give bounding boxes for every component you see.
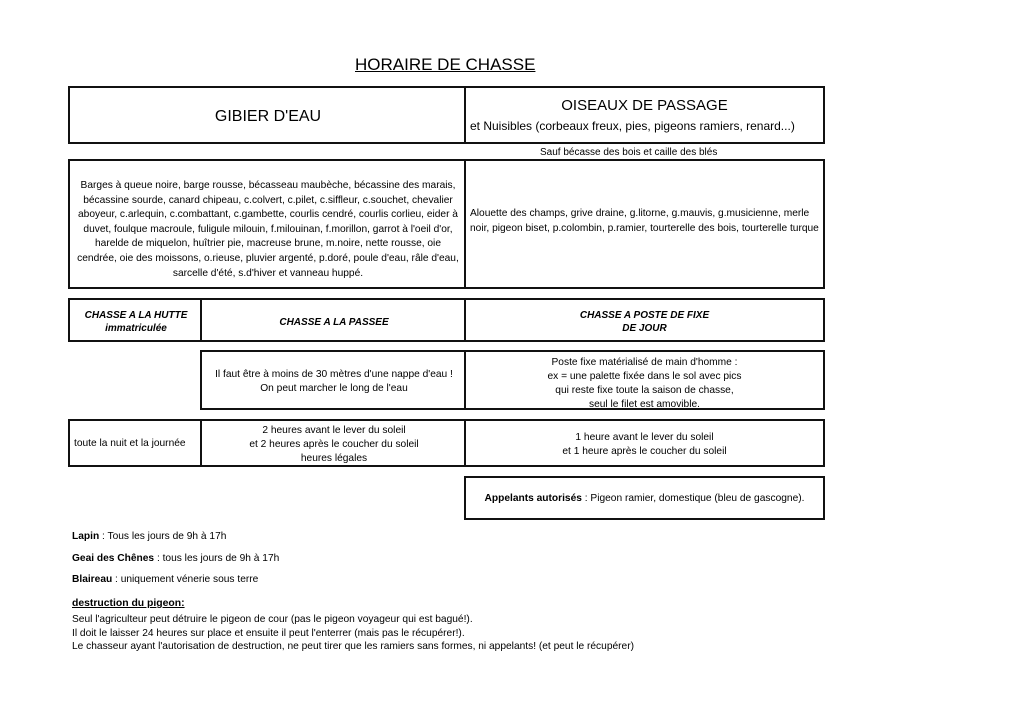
passee-rule-line: Il faut être à moins de 30 mètres d'une nappe d'eau !	[215, 369, 453, 380]
header-passage-birds-title: OISEAUX DE PASSAGE	[561, 97, 728, 114]
poste-hours-cell	[464, 419, 825, 467]
poste-rule-line: seul le filet est amovible.	[589, 399, 700, 410]
poste-hours-line: 1 heure avant le lever du soleil	[575, 432, 714, 443]
method-hutte-header	[68, 298, 202, 342]
passee-hours-line: heures légales	[300, 453, 368, 464]
method-poste-title: CHASSE A POSTE DE FIXE	[579, 310, 710, 321]
hutte-hours-cell	[68, 419, 202, 467]
method-hutte-subtitle: immatriculée	[105, 323, 167, 334]
note-label: Blaireau	[72, 574, 113, 585]
poste-rule-line: qui reste fixe toute la saison de chasse,	[555, 385, 734, 396]
destruction-line: Seul l'agriculteur peut détruire le pigeon de cour (pas le pigeon voyageur qui est bagué!).	[72, 614, 473, 625]
poste-rule-line: ex = une palette fixée dans le sol avec pics	[547, 371, 742, 382]
passee-hours-line: et 2 heures après le coucher du soleil	[249, 439, 419, 450]
header-water-game	[68, 86, 466, 144]
method-hutte-title: CHASSE A LA HUTTE	[84, 310, 188, 321]
note-lapin	[72, 531, 226, 542]
appelants-text: : Pigeon ramier, domestique (bleu de gascogne).	[581, 493, 805, 504]
method-passee-title: CHASSE A LA PASSEE	[279, 317, 389, 328]
water-game-species-cell	[68, 159, 466, 289]
appelants-cell	[464, 476, 825, 520]
water-game-species-text: Barges à queue noire, barge rousse, bécasseau maubèche, bécassine des marais, bécassine sourde, canard chipeau, c.colvert, c.pilet, c.siffleur, c.souchet, chevalier aboyeur, c.arlequin, c.combattant, c.gambette, courlis cendré, courlis corlieu, eider à duvet, foulque macroule, fuligule milouin, f.milouinan, f.morillon, garrot à l'oeil d'or, harelde de miquelon, huîtrier pie, macreuse brune, m.noire, nette rousse, oie cendrée, oie des moissons, o.rieuse, pluvier argenté, p.doré, poule d'eau, râle d'eau, sarcelle d'été, s.d'hiver et vanneau huppé.	[77, 180, 459, 279]
poste-rules-cell	[464, 350, 825, 410]
passage-birds-species-text: Alouette des champs, grive draine, g.litorne, g.mauvis, g.musicienne, merle noir, pigeon biset, p.colombin, p.ramier, tourterelle des bois, tourterelle turque	[470, 208, 819, 234]
passee-hours-line: 2 heures avant le lever du soleil	[262, 425, 406, 436]
note-label: Lapin	[72, 531, 100, 542]
destruction-heading: destruction du pigeon:	[72, 598, 185, 609]
exception-note: Sauf bécasse des bois et caille des blés	[540, 147, 718, 158]
header-water-game-label: GIBIER D'EAU	[214, 108, 322, 125]
method-poste-subtitle: DE JOUR	[622, 323, 667, 334]
page-title: HORAIRE DE CHASSE	[355, 55, 536, 74]
method-passee-header	[200, 298, 466, 342]
note-text: : Tous les jours de 9h à 17h	[99, 531, 227, 542]
appelants-label: Appelants autorisés	[484, 493, 582, 504]
note-blaireau	[72, 574, 258, 585]
poste-rule-line: Poste fixe matérialisé de main d'homme :	[551, 357, 738, 368]
destruction-line: Il doit le laisser 24 heures sur place et ensuite il peut l'enterrer (mais pas le récupérer!).	[72, 628, 465, 639]
note-label: Geai des Chênes	[72, 553, 155, 564]
note-text: : tous les jours de 9h à 17h	[154, 553, 280, 564]
header-passage-birds-subtitle: et Nuisibles (corbeaux freux, pies, pigeons ramiers, renard...)	[470, 119, 795, 133]
note-geai	[72, 553, 279, 564]
destruction-line: Le chasseur ayant l'autorisation de destruction, ne peut tirer que les ramiers sans formes, ni appelants! (et peut le récupérer)	[72, 641, 634, 652]
passage-birds-species-cell	[464, 159, 825, 289]
passee-rule-line: On peut marcher le long de l'eau	[260, 383, 408, 394]
header-passage-birds	[464, 86, 825, 144]
passee-rules-cell	[200, 350, 466, 410]
passee-hours-cell	[200, 419, 466, 467]
method-poste-header	[464, 298, 825, 342]
hutte-hours-text: toute la nuit et la journée	[74, 438, 186, 449]
poste-hours-line: et 1 heure après le coucher du soleil	[562, 446, 727, 457]
note-text: : uniquement vénerie sous terre	[112, 574, 259, 585]
